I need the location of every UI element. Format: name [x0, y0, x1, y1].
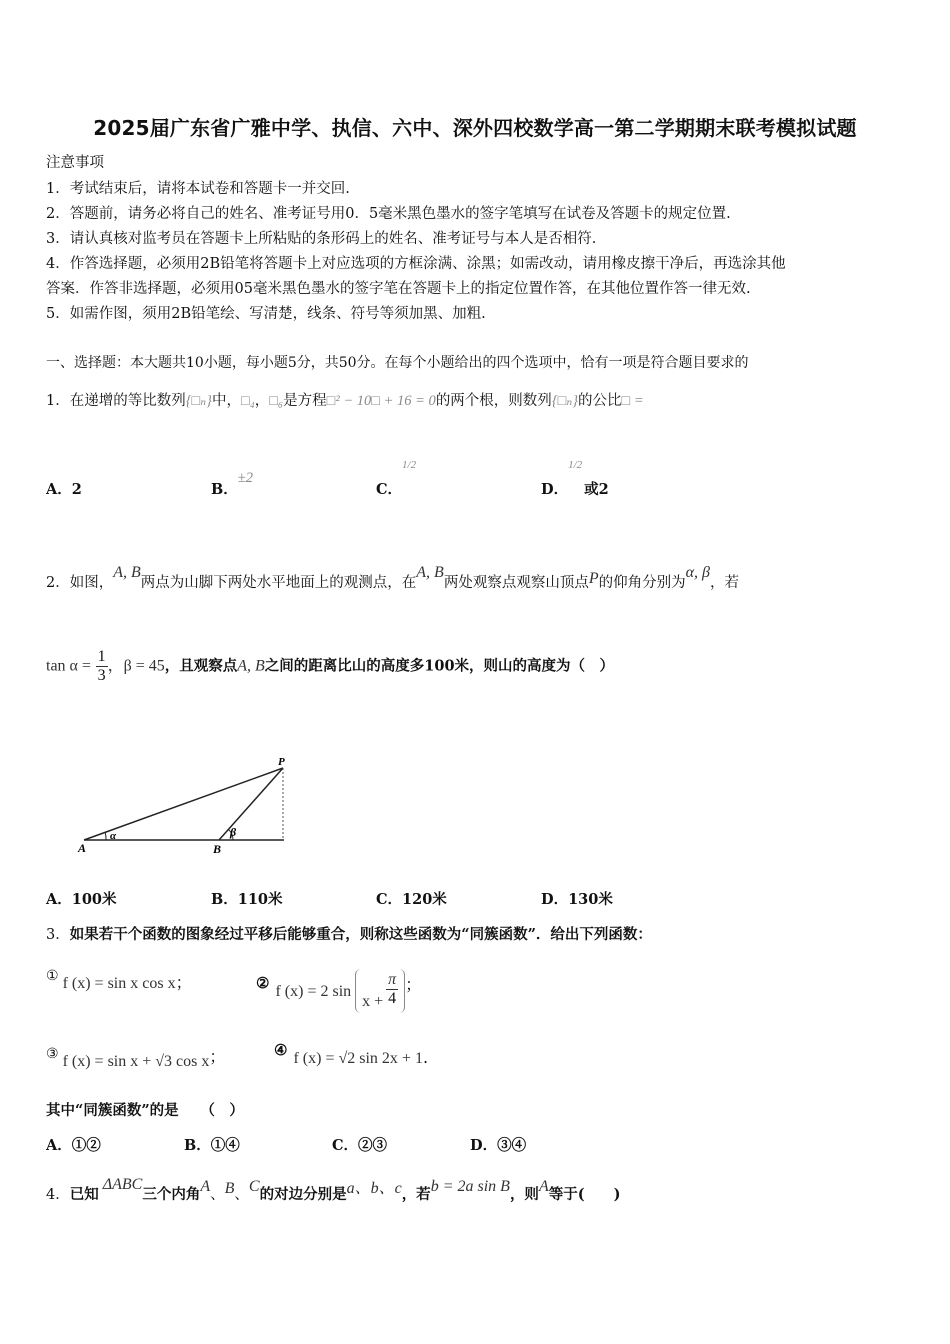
math-angle-a: A	[200, 1178, 211, 1195]
note-item-4: 4．作答选择题，必须用2B铅笔将答题卡上对应选项的方框涂满、涂黑；如需改动，请用橡皮擦干净后，再选涂其他	[46, 256, 786, 272]
label-a: A	[78, 841, 87, 855]
question-text: ，则	[509, 1186, 539, 1203]
fraction-numerator: π	[388, 971, 397, 988]
fraction-denominator: 4	[388, 990, 397, 1007]
function-2	[256, 963, 422, 1010]
question-2	[46, 564, 739, 592]
alpha-arc	[105, 832, 106, 840]
separator: 、	[210, 1187, 225, 1203]
question-text: ，若	[709, 575, 739, 591]
punctuation: ；	[209, 1047, 226, 1066]
q1-option-b[interactable]	[211, 470, 253, 499]
mountain-observation-figure	[70, 752, 300, 857]
math-fraction-pi-4	[386, 971, 398, 1008]
fraction-denominator: 3	[97, 667, 106, 684]
question-text: 三个内角	[142, 1186, 201, 1203]
q3-option-b[interactable]: B．①④	[184, 1137, 240, 1154]
q2-option-d[interactable]: D．130米	[541, 891, 613, 908]
label-beta: β	[230, 825, 237, 839]
question-number: 4．	[46, 1187, 70, 1203]
question-text: 两点为山脚下两处水平地面上的观测点，在	[140, 575, 417, 591]
punctuation: .	[422, 1048, 429, 1067]
punctuation: ；	[175, 973, 192, 992]
math-function-3: f (x) = sin x + √3 cos x	[62, 1053, 210, 1070]
label-p: P	[278, 756, 285, 768]
question-1	[46, 389, 644, 410]
math-sides: a、b、c	[346, 1180, 402, 1197]
separator: 、	[234, 1187, 249, 1203]
math-ab-3: A, B	[237, 657, 265, 675]
label-b: B	[213, 842, 222, 856]
q1-option-d[interactable]	[541, 459, 609, 499]
question-number: 1．	[46, 393, 70, 409]
math-sequence: {□ₙ}	[185, 393, 212, 409]
punctuation: ；	[405, 974, 422, 994]
function-marker: ③	[46, 1046, 59, 1062]
math-beta: ，β = 45	[107, 657, 165, 675]
function-1	[46, 970, 192, 993]
question-text: 已知	[69, 1186, 99, 1203]
label-alpha: α	[110, 830, 117, 842]
question-text: 的对边分别是	[259, 1186, 347, 1203]
note-item-2: 2．答题前，请务必将自己的姓名、准考证号用0．5毫米黑色墨水的签字笔填写在试卷及答题卡的规定位置.	[46, 206, 731, 222]
math-function-2-arg: x +	[362, 993, 384, 1010]
math-a4: □₄	[240, 393, 255, 409]
question-3	[46, 923, 652, 944]
math-ab-2: A, B	[416, 564, 444, 581]
q1-option-c[interactable]	[376, 459, 417, 499]
q1-option-a[interactable]: A．2	[46, 481, 82, 498]
function-4	[274, 1041, 429, 1067]
math-condition: b = 2a sin B	[430, 1178, 510, 1195]
math-ab: A, B	[113, 564, 141, 581]
question-text: 是方程	[283, 393, 327, 409]
question-3-ask: 其中“同簇函数”的是 （ ）	[46, 1102, 244, 1119]
math-one-half: 1/2	[402, 459, 417, 471]
math-sequence-2: {□ₙ}	[551, 393, 579, 409]
option-label: B．	[211, 481, 238, 498]
notes-heading: 注意事项	[46, 155, 104, 171]
question-text: 两处观察点观察山顶点	[443, 575, 589, 591]
question-number: 2．	[46, 575, 70, 591]
math-ratio: □ =	[621, 393, 644, 409]
fraction-numerator: 1	[97, 648, 106, 665]
math-function-2-prefix: f (x) = 2 sin	[275, 982, 352, 1000]
question-text: 等于( )	[548, 1186, 621, 1203]
q3-option-d[interactable]: D．③④	[470, 1137, 527, 1154]
section-heading: 一、选择题：本大题共10小题，每小题5分，共50分。在每个小题给出的四个选项中，恰有一项是符合题目要求的	[46, 355, 749, 371]
function-marker: ④	[274, 1041, 288, 1059]
question-text: ，	[254, 393, 270, 409]
math-function-1: f (x) = sin x cos x	[62, 975, 176, 992]
option-label: D．	[541, 481, 569, 498]
q2-option-b[interactable]: B．110米	[211, 891, 283, 908]
q3-option-c[interactable]: C．②③	[332, 1137, 388, 1154]
function-3	[46, 1044, 226, 1070]
option-text: 或2	[584, 481, 609, 498]
math-equation: □² − 10□ + 16 = 0	[326, 393, 436, 409]
page-title: 2025届广东省广雅中学、执信、六中、深外四校数学高一第二学期期末联考模拟试题	[93, 116, 857, 140]
question-text: ，且观察点	[164, 657, 238, 675]
math-p: P	[588, 570, 599, 587]
note-item-4-cont: 答案．作答非选择题，必须用05毫米黑色墨水的签字笔在答题卡上的指定位置作答，在其他位置作答一律无效.	[46, 281, 751, 297]
math-plus-minus-2: ±2	[237, 470, 253, 486]
math-angles: α, β	[685, 564, 710, 581]
math-triangle: ΔABC	[102, 1176, 143, 1193]
question-text: 如图，	[69, 575, 114, 591]
note-item-3: 3．请认真核对监考员在答题卡上所粘贴的条形码上的姓名、准考证号与本人是否相符.	[46, 231, 597, 247]
q3-option-a[interactable]: A．①②	[46, 1137, 101, 1154]
question-text: 的两个根，则数列	[435, 393, 552, 409]
note-item-1: 1．考试结束后，请将本试卷和答题卡一并交回.	[46, 181, 350, 197]
math-tan-alpha: tan α =	[46, 657, 91, 675]
math-paren-group	[355, 969, 405, 1013]
question-number: 3．	[46, 927, 70, 943]
math-one-half: 1/2	[568, 459, 583, 471]
function-marker: ②	[256, 973, 270, 992]
question-2-cont	[46, 648, 614, 685]
question-text: ，若	[401, 1186, 431, 1203]
math-fraction-one-third	[96, 648, 108, 685]
math-angle-c: C	[248, 1178, 260, 1195]
math-function-4: f (x) = √2 sin 2x + 1	[293, 1050, 423, 1067]
q2-option-a[interactable]: A．100米	[46, 891, 117, 908]
question-text: 在递增的等比数列	[69, 393, 186, 409]
math-angle-a-answer: A	[538, 1178, 549, 1195]
option-label: C．	[376, 481, 403, 498]
question-text: 的仰角分别为	[598, 575, 686, 591]
math-angle-b: B	[224, 1180, 235, 1197]
question-4	[46, 1176, 621, 1204]
question-text: 的公比	[578, 393, 622, 409]
question-text: 中，	[211, 393, 241, 409]
question-text: 之间的距离比山的高度多100米，则山的高度为（ ）	[264, 657, 615, 675]
math-a6: □₆	[269, 393, 284, 409]
note-item-5: 5．如需作图，须用2B铅笔绘、写清楚，线条、符号等须加黑、加粗.	[46, 306, 486, 322]
question-text: 如果若干个函数的图象经过平移后能够重合，则称这些函数为“同簇函数”．给出下列函数：	[69, 926, 652, 943]
function-marker: ①	[46, 968, 59, 984]
q2-option-c[interactable]: C．120米	[376, 891, 447, 908]
